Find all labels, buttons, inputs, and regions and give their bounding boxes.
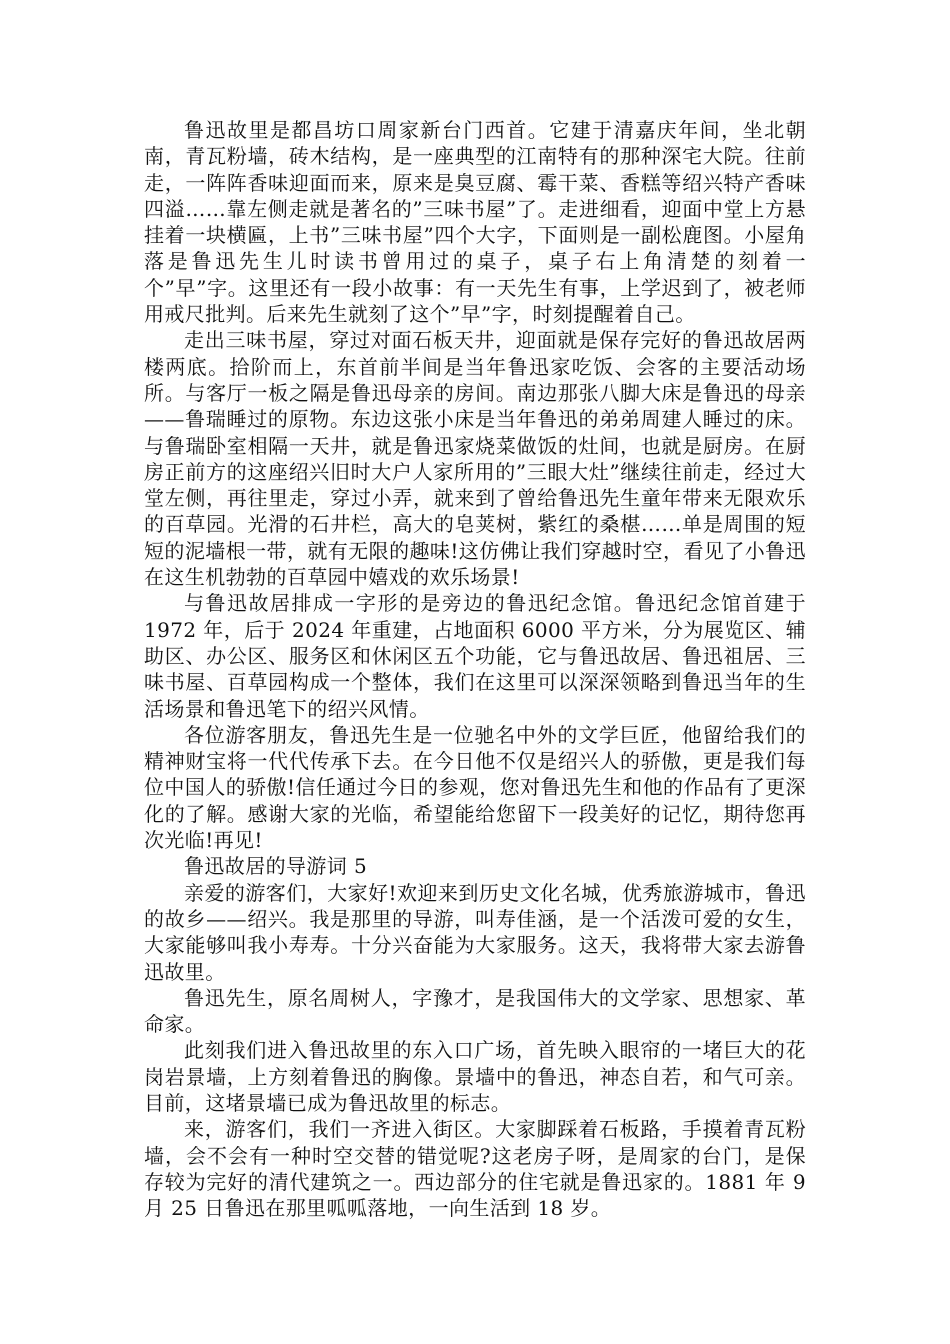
paragraph-lu-xun-intro: 鲁迅先生，原名周树人，字豫才，是我国伟大的文学家、思想家、革命家。 bbox=[144, 985, 806, 1037]
paragraph-memorial-hall: 与鲁迅故居排成一字形的是旁边的鲁迅纪念馆。鲁迅纪念馆首建于 1972 年，后于 2024 年重建，占地面积 6000 平方米，分为展览区、辅助区、办公区、服务区和休闲区五个功能，它与鲁迅故居、鲁迅祖居、三味书屋、百草园构成一个整体，我们在这里可以深深领略到鲁迅当年的生活场景和鲁迅笔下的绍兴风情。 bbox=[144, 591, 806, 721]
paragraph-former-residence: 走出三味书屋，穿过对面石板天井，迎面就是保存完好的鲁迅故居两楼两底。拾阶而上，东首前半间是当年鲁迅家吃饭、会客的主要活动场所。与客厅一板之隔是鲁迅母亲的房间。南边那张八脚大床是鲁迅的母亲——鲁瑞睡过的原物。东边这张小床是当年鲁迅的弟弟周建人睡过的床。与鲁瑞卧室相隔一天井，就是鲁迅家烧菜做饭的灶间，也就是厨房。在厨房正前方的这座绍兴旧时大户人家所用的”三眼大灶”继续往前走，经过大堂左侧，再往里走，穿过小弄，就来到了曾给鲁迅先生童年带来无限欢乐的百草园。光滑的石井栏，高大的皂荚树，紫红的桑椹……单是周围的短短的泥墙根一带，就有无限的趣味!这仿佛让我们穿越时空，看见了小鲁迅在这生机勃勃的百草园中嬉戏的欢乐场景! bbox=[144, 328, 806, 590]
section-heading: 鲁迅故居的导游词 5 bbox=[184, 854, 368, 879]
paragraph-east-entrance: 此刻我们进入鲁迅故里的东入口广场，首先映入眼帘的一堵巨大的花岗岩景墙，上方刻着鲁迅的胸像。景墙中的鲁迅，神态自若，和气可亲。目前，这堵景墙已成为鲁迅故里的标志。 bbox=[144, 1038, 806, 1115]
paragraph-street-district: 来，游客们，我们一齐进入街区。大家脚踩着石板路，手摸着青瓦粉墙，会不会有一种时空交替的错觉呢?这老房子呀，是周家的台门，是保存较为完好的清代建筑之一。西边部分的住宅就是鲁迅家的。1881 年 9 月 25 日鲁迅在那里呱呱落地，一向生活到 18 岁。 bbox=[144, 1117, 806, 1221]
paragraph-welcome: 亲爱的游客们，大家好!欢迎来到历史文化名城，优秀旅游城市，鲁迅的故乡——绍兴。我是那里的导游，叫寿佳涵，是一个活泼可爱的女生，大家能够叫我小寿寿。十分兴奋能为大家服务。这天，我将带大家去游鲁迅故里。 bbox=[144, 880, 806, 984]
paragraph-farewell: 各位游客朋友，鲁迅先生是一位驰名中外的文学巨匠，他留给我们的精神财宝将一代代传承下去。在今日他不仅是绍兴人的骄傲，更是我们每位中国人的骄傲!信任通过今日的参观，您对鲁迅先生和他的作品有了更深化的了解。感谢大家的光临，希望能给您留下一段美好的记忆，期待您再次光临!再见! bbox=[144, 722, 806, 853]
paragraph-sanwei-shuwu: 鲁迅故里是都昌坊口周家新台门西首。它建于清嘉庆年间，坐北朝南，青瓦粉墙，砖木结构，是一座典型的江南特有的那种深宅大院。往前走，一阵阵香味迎面而来，原来是臭豆腐、霉干菜、香糕等绍兴特产香味四溢……靠左侧走就是著名的”三味书屋”了。走进细看，迎面中堂上方悬挂着一块横匾，上书”三味书屋”四个大字，下面则是一副松鹿图。小屋角落是鲁迅先生儿时读书曾用过的桌子，桌子右上角清楚的刻着一个”早”字。这里还有一段小故事：有一天先生有事，上学迟到了，被老师用戒尺批判。后来先生就刻了这个”早”字，时刻提醒着自己。 bbox=[144, 118, 806, 327]
document-body bbox=[144, 117, 806, 1221]
